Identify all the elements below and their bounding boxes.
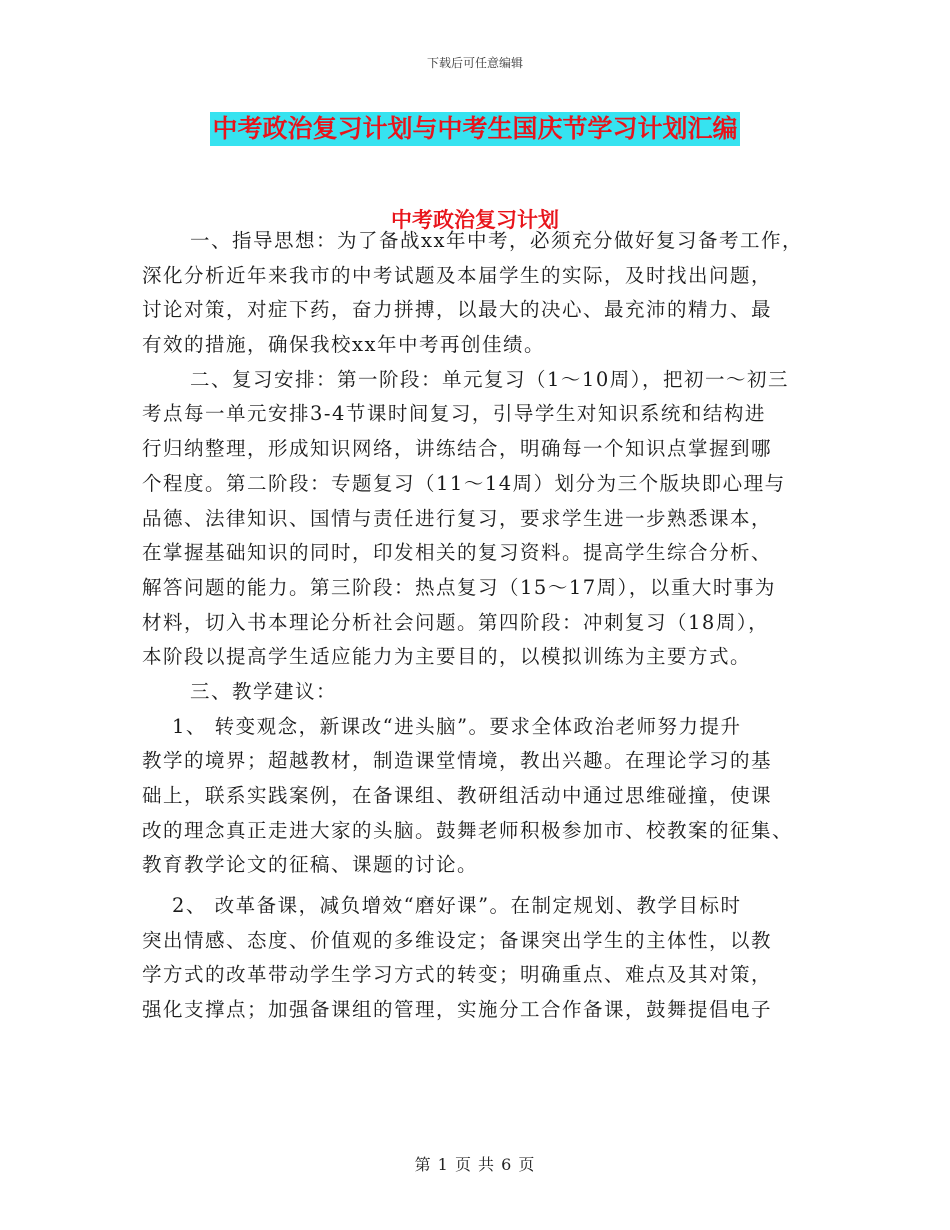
text-line: 品德、法律知识、国情与责任进行复习，要求学生进一步熟悉课本， [142, 506, 773, 530]
text-line: 改的理念真正走进大家的头脑。鼓舞老师积极参加市、校教案的征集、 [142, 818, 794, 842]
page-footer: 第 1 页 共 6 页 [414, 1155, 536, 1174]
text-line: 在掌握基础知识的同时，印发相关的复习资料。提高学生综合分析、 [142, 541, 773, 565]
text-line: 础上，联系实践案例，在备课组、教研组活动中通过思维碰撞，使课 [142, 784, 773, 807]
text-line: 行归纳整理，形成知识网络，讲练结合，明确每一个知识点掌握到哪 [142, 437, 773, 461]
text-line: 一、指导思想：为了备战xx年中考，必须充分做好复习备考工作， [190, 229, 803, 252]
text-line: 1、 转变观念，新课改“进头脑”。要求全体政治老师努力提升 [172, 714, 742, 738]
main-title-container [0, 112, 950, 146]
text-line: 学方式的改革带动学生学习方式的转变；明确重点、难点及其对策， [142, 963, 773, 987]
text-line: 讨论对策，对症下药，奋力拼搏，以最大的决心、最充沛的精力、最 [142, 298, 773, 322]
text-line: 有效的措施，确保我校xx年中考再创佳绩。 [142, 333, 545, 357]
text-line: 解答问题的能力。第三阶段：热点复习（15～17周），以重大时事为 [142, 575, 776, 599]
text-line: 教育教学论文的征稿、课题的讨论。 [142, 853, 479, 877]
document-body [142, 224, 822, 1028]
text-line: 教学的境界；超越教材，制造课堂情境，教出兴趣。在理论学习的基 [142, 749, 773, 773]
paragraph [142, 710, 822, 883]
text-line: 材料，切入书本理论分析社会问题。第四阶段：冲刺复习（18周）， [142, 610, 770, 634]
section-title: 中考政治复习计划 [391, 208, 559, 232]
paragraph [142, 224, 822, 363]
text-line: 突出情感、态度、价值观的多维设定；备课突出学生的主体性，以教 [142, 928, 773, 952]
paragraph [142, 675, 822, 710]
main-title: 中考政治复习计划与中考生国庆节学习计划汇编 [210, 112, 739, 146]
text-line: 本阶段以提高学生适应能力为主要目的，以模拟训练为主要方式。 [142, 645, 752, 669]
text-line: 个程度。第二阶段：专题复习（11～14周）划分为三个版块即心理与 [142, 471, 786, 495]
text-line: 强化支撑点；加强备课组的管理，实施分工合作备课，鼓舞提倡电子 [142, 998, 773, 1022]
paragraph [142, 889, 822, 1028]
header-note: 下载后可任意编辑 [426, 56, 523, 70]
text-line: 二、复习安排：第一阶段：单元复习（1～10周），把初一～初三 [190, 367, 789, 391]
text-line: 三、教学建议： [190, 679, 338, 703]
text-line: 深化分析近年来我市的中考试题及本届学生的实际，及时找出问题， [142, 263, 773, 287]
text-line: 考点每一单元安排3-4节课时间复习，引导学生对知识系统和结构进 [142, 402, 766, 426]
paragraph [142, 363, 822, 675]
text-line: 2、 改革备课，减负增效“磨好课”。在制定规划、教学目标时 [172, 894, 742, 918]
